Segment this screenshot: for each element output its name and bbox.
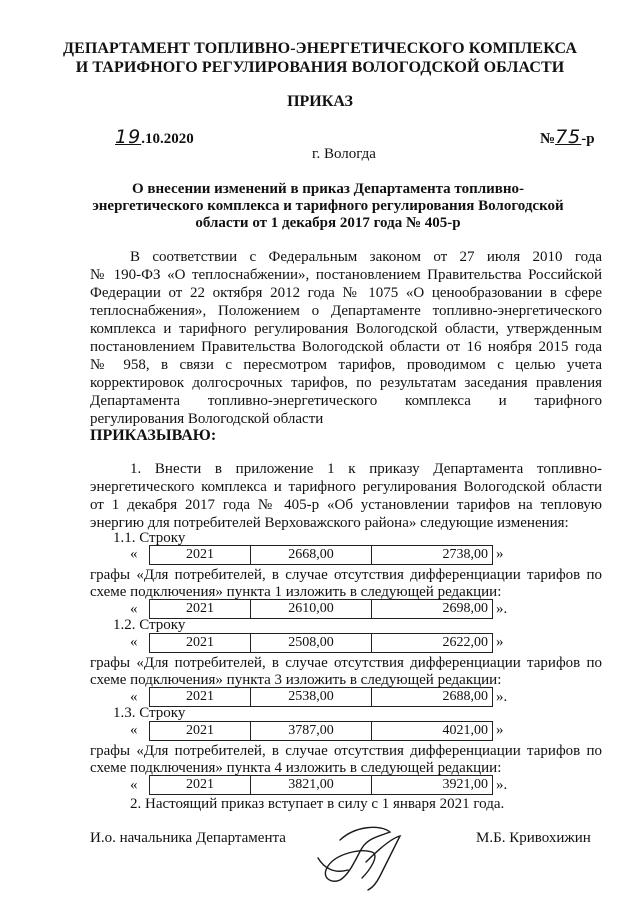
quote-close: »	[496, 546, 504, 562]
item2: 2. Настоящий приказ вступает в силу с 1 января 2021 года.	[130, 796, 505, 812]
quote-close: »	[496, 634, 504, 650]
quote-open: «	[130, 777, 138, 793]
cell-value: 2688,00	[442, 689, 488, 704]
cell-value: 2622,00	[442, 635, 488, 650]
sub2-new-row	[149, 687, 493, 707]
quote-open: «	[130, 634, 138, 650]
quote-close-dot: ».	[496, 601, 508, 617]
preamble-line: регулирования Вологодской области	[90, 411, 324, 427]
document-number	[540, 126, 595, 148]
signatory-name: М.Б. Кривохижин	[476, 830, 591, 846]
subject-line1: О внесении изменений в приказ Департамента топливно-	[131, 181, 525, 197]
sub3-new-row	[149, 775, 493, 795]
preamble-line: Департамента топливно-энергетического комплекса и тарифного	[90, 393, 602, 409]
cell-value: 3821,00	[251, 776, 372, 794]
sub3-title: 1.3. Строку	[113, 705, 186, 721]
sub1-text-line1: графы «Для потребителей, в случае отсутствия дифференциации тарифов по	[90, 567, 602, 583]
cell-year: 2021	[150, 634, 251, 652]
cell-value: 2508,00	[251, 634, 372, 652]
date-rest: .10.2020	[141, 131, 194, 147]
cell-value: 2668,00	[251, 546, 372, 564]
sub3-old-row	[149, 721, 493, 741]
quote-open: «	[130, 689, 138, 705]
cell-value: 2538,00	[251, 688, 372, 706]
item1-line: энергию для потребителей Верховажского района» следующие изменения:	[90, 515, 569, 531]
number-handwritten: 75	[555, 126, 582, 148]
cell-year: 2021	[150, 776, 251, 794]
sub3-text-line1: графы «Для потребителей, в случае отсутствия дифференциации тарифов по	[90, 743, 602, 759]
sub1-text-line2: схеме подключения» пункта 1 изложить в следующей редакции:	[90, 584, 502, 600]
cell-value: 3787,00	[251, 722, 372, 740]
quote-open: «	[130, 722, 138, 738]
cell-year: 2021	[150, 600, 251, 618]
quote-close-dot: ».	[496, 689, 508, 705]
cell-value: 3921,00	[442, 777, 488, 792]
cell-value: 2698,00	[442, 601, 488, 616]
document-date	[115, 126, 194, 148]
sub2-title: 1.2. Строку	[113, 617, 186, 633]
quote-close-dot: ».	[496, 777, 508, 793]
number-prefix: №	[540, 131, 556, 147]
department-title-line1: ДЕПАРТАМЕНТ ТОПЛИВНО-ЭНЕРГЕТИЧЕСКОГО КОМПЛЕКСА	[62, 40, 578, 57]
cell-value: 2738,00	[442, 547, 488, 562]
preamble-line: корректировок долгосрочных тарифов, по результатам заседания правления	[90, 375, 602, 391]
preamble-line: № 958, в связи с пересмотром тарифов, проводимом с целью учета	[90, 357, 602, 373]
item1-line: от 1 декабря 2017 года № 405-р «Об установлении тарифов на тепловую	[90, 497, 602, 513]
item1-line: 1. Внести в приложение 1 к приказу Департамента топливно-	[130, 461, 602, 477]
cell-year: 2021	[150, 722, 251, 740]
sub2-text-line1: графы «Для потребителей, в случае отсутствия дифференциации тарифов по	[90, 655, 602, 671]
preamble-line: Федерации от 22 октября 2012 года № 1075 «О ценообразовании в сфере	[90, 285, 602, 301]
quote-close: »	[496, 722, 504, 738]
item1-line: энергетического комплекса и тарифного регулирования Вологодской области	[90, 479, 602, 495]
preamble-line: постановлением Правительства Вологодской области от 16 ноября 2015 года	[90, 339, 602, 355]
document-type: ПРИКАЗ	[287, 93, 353, 110]
cell-value: 4021,00	[442, 723, 488, 738]
sub1-new-row	[149, 599, 493, 619]
sub2-old-row	[149, 633, 493, 653]
preamble-line: комплекса и тарифного регулирования Вологодской области, утвержденным	[90, 321, 602, 337]
subject-line2: энергетического комплекса и тарифного регулирования Вологодской	[92, 198, 564, 214]
quote-open: «	[130, 601, 138, 617]
sub1-title: 1.1. Строку	[113, 530, 186, 546]
cell-year: 2021	[150, 546, 251, 564]
preamble-line: теплоснабжения», Положением о Департаменте топливно-энергетического	[90, 303, 602, 319]
preamble-line: № 190-ФЗ «О теплоснабжении», постановлением Правительства Российской	[90, 267, 602, 283]
number-suffix: -р	[581, 131, 595, 147]
preamble-line: В соответствии с Федеральным законом от 27 июля 2010 года	[130, 249, 602, 265]
sub1-old-row	[149, 545, 493, 565]
sub2-text-line2: схеме подключения» пункта 3 изложить в следующей редакции:	[90, 672, 502, 688]
quote-open: «	[130, 546, 138, 562]
cell-value: 2610,00	[251, 600, 372, 618]
city: г. Вологда	[312, 146, 376, 162]
cell-year: 2021	[150, 688, 251, 706]
order-heading: ПРИКАЗЫВАЮ:	[90, 427, 217, 444]
signatory-position: И.о. начальника Департамента	[90, 830, 286, 846]
date-day-handwritten: 19	[115, 126, 142, 148]
subject-line3: области от 1 декабря 2017 года № 405-р	[195, 215, 461, 231]
sub3-text-line2: схеме подключения» пункта 4 изложить в следующей редакции:	[90, 760, 502, 776]
handwritten-signature	[310, 818, 430, 898]
department-title-line2: И ТАРИФНОГО РЕГУЛИРОВАНИЯ ВОЛОГОДСКОЙ ОБЛАСТИ	[75, 59, 565, 76]
